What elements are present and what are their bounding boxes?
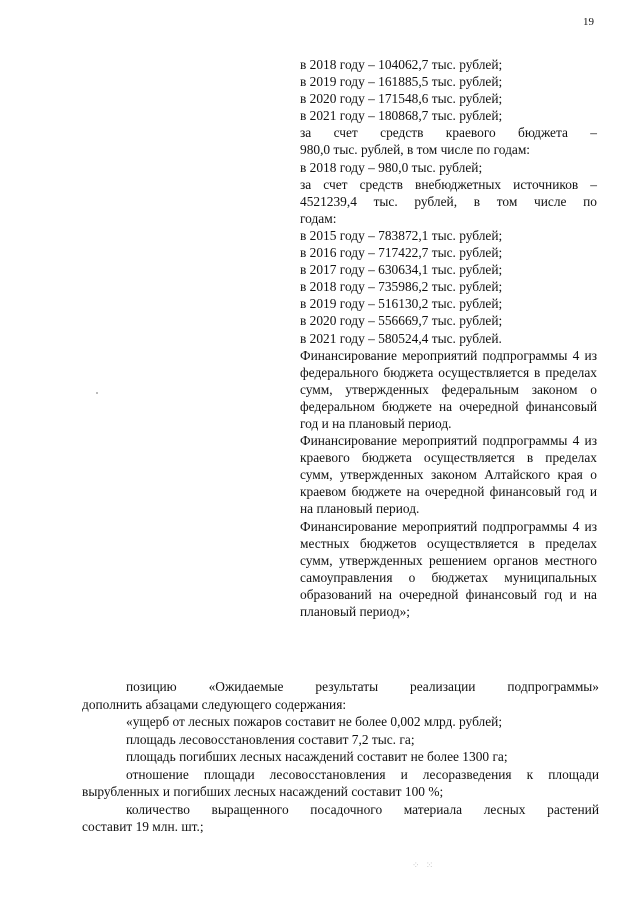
krai-budget-line: за счет средств краевого бюджета – [300, 125, 597, 141]
dead-forest-item: площадь погибших лесных насаждений составит не более 1300 га; [126, 749, 508, 764]
seedlings-line: количество выращенного посадочного материала лесных растений [126, 801, 599, 817]
extra-2015-line: в 2015 году – 783872,1 тыс. рублей; [300, 227, 503, 243]
scan-smudge: ⁘ ⁙ [412, 860, 436, 870]
federal-2018-line: в 2018 году – 104062,7 тыс. рублей; [300, 57, 503, 72]
ratio-continuation: вырубленных и погибших лесных насаждений составит 100 %; [82, 784, 444, 799]
extra-2018-line: в 2018 году – 735986,2 тыс. рублей; [300, 279, 503, 295]
extra-2019-line: в 2019 году – 516130,2 тыс. рублей; [300, 296, 503, 312]
extra-budget-years-label: годам: [300, 210, 337, 226]
extra-2017-line: в 2017 году – 630634,1 тыс. рублей; [300, 262, 503, 278]
amendment-body [82, 678, 599, 836]
extra-2016-line: в 2016 году – 717422,7 тыс. рублей; [300, 245, 503, 261]
position-line: позицию «Ожидаемые результаты реализации подпрограммы» [126, 679, 599, 694]
funding-column [300, 56, 597, 620]
extra-2021-line: в 2021 году – 580524,4 тыс. рублей. [300, 330, 502, 346]
extra-2020-line: в 2020 году – 556669,7 тыс. рублей; [300, 313, 503, 329]
ratio-line: отношение площади лесовосстановления и лесоразведения к площади [126, 766, 599, 782]
federal-2019-line: в 2019 году – 161885,5 тыс. рублей; [300, 74, 503, 90]
seedlings-continuation: составит 19 млн. шт.; [82, 819, 204, 834]
federal-funding-paragraph: Финансирование мероприятий подпрограммы 4 из федерального бюджета осуществляется в пределах сумм, утвержденных федеральным законом о федеральном бюджете на очередной финансовый год и на плановый период. [300, 347, 597, 431]
federal-2021-line: в 2021 году – 180868,7 тыс. рублей; [300, 108, 503, 124]
damage-item: «ущерб от лесных пожаров составит не более 0,002 млрд. рублей; [126, 714, 503, 729]
local-funding-paragraph: Финансирование мероприятий подпрограммы 4 из местных бюджетов осуществляется в пределах сумм, утвержденных решением органов местного самоуправления о бюджетах муниципальных образований на очередной финансовый год и на плановый период»; [300, 518, 597, 619]
position-continuation: дополнить абзацами следующего содержания: [82, 696, 347, 712]
extra-budget-line: за счет средств внебюджетных источников – [300, 176, 597, 192]
krai-2018-line: в 2018 году – 980,0 тыс. рублей; [300, 159, 483, 175]
extra-budget-total: 4521239,4 тыс. рублей, в том числе по [300, 193, 597, 209]
federal-2020-line: в 2020 году – 171548,6 тыс. рублей; [300, 91, 503, 107]
scan-speck [96, 392, 98, 394]
krai-funding-paragraph: Финансирование мероприятий подпрограммы 4 из краевого бюджета осуществляется в пределах сумм, утвержденных законом Алтайского края о краевом бюджете на очередной финансовый год и на плановый период. [300, 433, 597, 517]
krai-budget-total: 980,0 тыс. рублей, в том числе по годам: [300, 142, 531, 158]
reforestation-item: площадь лесовосстановления составит 7,2 тыс. га; [126, 731, 415, 747]
page-number: 19 [583, 16, 594, 28]
